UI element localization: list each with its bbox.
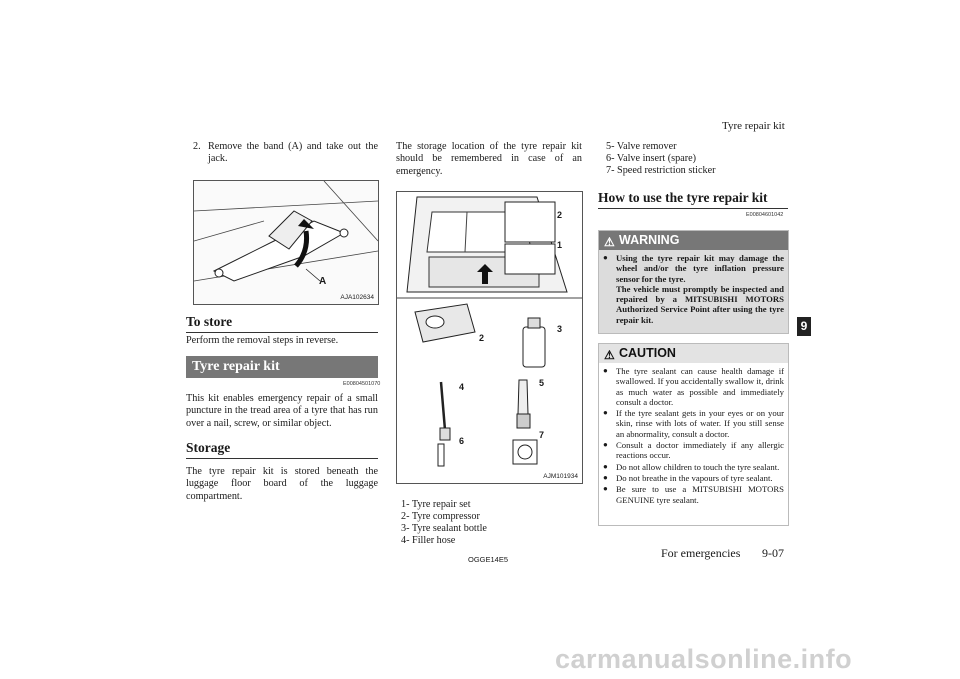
caution-item: [603, 440, 784, 461]
doc-code: OGGE14E5: [468, 555, 509, 564]
running-header: Tyre repair kit: [722, 120, 785, 132]
list-item: 7- Speed restriction sticker: [606, 165, 716, 176]
warning-box: [598, 230, 789, 334]
warning-triangle-icon: ⚠: [604, 235, 615, 249]
caution-text: Do not breathe in the vapours of tyre sealant.: [616, 472, 773, 483]
figure-code: AJM101934: [543, 473, 578, 480]
caution-text: Do not allow children to touch the tyre sealant.: [616, 461, 780, 472]
list-item: 6- Valve insert (spare): [606, 153, 697, 164]
callout-2b: 2: [479, 333, 485, 343]
step-number: 2.: [193, 141, 201, 152]
list-item: 5- Valve remover: [606, 141, 677, 152]
warning-label: WARNING: [619, 233, 680, 247]
watermark: carmanualsonline.info: [555, 644, 853, 674]
kit-banner: Tyre repair kit: [186, 356, 378, 378]
kit-parts-list-1: [401, 499, 487, 547]
jack-illustration: [193, 180, 379, 305]
caution-text: Consult a doctor immediately if any allergic reactions occur.: [616, 440, 784, 461]
kit-description: This kit enables emergency repair of a small puncture in the tread area of a tyre that has run over a nail, screw, or similar object.: [186, 393, 378, 429]
storage-heading: [186, 440, 378, 456]
step-2: [193, 141, 378, 166]
warning-text-1: Using the tyre repair kit may damage the wheel and/or the tyre inflation pressure sensor for the tyre.: [616, 253, 784, 284]
step-text: Remove the band (A) and take out the jack.: [208, 141, 378, 165]
callout-1: 1: [557, 240, 563, 250]
to-store-text: Perform the removal steps in reverse.: [186, 335, 339, 346]
caution-item: [603, 408, 784, 439]
caution-text: The tyre sealant can cause health damage if swallowed. If you accidentally swallow it, drink as much water as possible and immediately consult a doctor.: [616, 366, 784, 407]
bullet-icon: ●: [603, 253, 608, 262]
howto-heading: [598, 190, 788, 206]
kit-contents-drawing: [397, 192, 582, 483]
caution-item: [603, 473, 784, 483]
storage-text: The tyre repair kit is stored beneath the luggage floor board of the luggage compartment.: [186, 466, 378, 502]
callout-7: 7: [539, 430, 545, 440]
caution-label: CAUTION: [619, 346, 676, 360]
list-item: 3- Tyre sealant bottle: [401, 523, 487, 534]
callout-2a: 2: [557, 210, 563, 220]
callout-6: 6: [459, 436, 465, 446]
howto-title: How to use the tyre repair kit: [598, 190, 768, 205]
caution-body: [603, 366, 784, 506]
bullet-icon: ●: [603, 484, 608, 494]
bullet-icon: ●: [603, 472, 608, 482]
footer-section: For emergencies: [661, 546, 741, 560]
callout-5: 5: [539, 378, 545, 388]
caution-triangle-icon: ⚠: [604, 348, 615, 362]
figure-code: AJA102634: [340, 294, 374, 301]
caution-box: [598, 343, 789, 526]
to-store-title: To store: [186, 314, 233, 329]
caution-header: [599, 344, 788, 363]
storage-intro: The storage location of the tyre repair kit should be remembered in case of an emergency.: [396, 141, 582, 177]
warning-body: [603, 253, 784, 326]
kit-parts-list-2: [606, 141, 715, 177]
caution-item: [603, 366, 784, 407]
warning-header: [599, 231, 788, 250]
storage-title: Storage: [186, 440, 231, 455]
bullet-icon: ●: [603, 461, 608, 471]
page-number: 9-07: [762, 546, 784, 560]
bullet-icon: ●: [603, 408, 608, 418]
bullet-icon: ●: [603, 366, 608, 375]
label-a: A: [319, 276, 327, 287]
kit-contents-illustration: [396, 191, 583, 484]
warning-text-2: The vehicle must promptly be inspected and repaired by a MITSUBISHI MOTORS Authorized Service Point after using the tyre repair kit.: [616, 283, 784, 325]
kit-code: E00804501070: [343, 381, 381, 387]
caution-item: [603, 484, 784, 505]
caution-text: Be sure to use a MITSUBISHI MOTORS GENUINE tyre sealant.: [616, 484, 784, 505]
list-item: 4- Filler hose: [401, 535, 456, 546]
callout-3: 3: [557, 324, 563, 334]
list-item: 2- Tyre compressor: [401, 511, 480, 522]
callout-4: 4: [459, 382, 465, 392]
caution-text: If the tyre sealant gets in your eyes or on your skin, rinse with lots of water. If you still sense an abnormality, consult a doctor.: [616, 408, 784, 439]
caution-item: [603, 462, 784, 472]
jack-drawing: [194, 181, 378, 304]
list-item: 1- Tyre repair set: [401, 499, 471, 510]
howto-code: E00804601042: [746, 212, 784, 218]
section-tab: 9: [797, 317, 811, 336]
warning-item: [603, 253, 784, 325]
to-store-heading: [186, 314, 378, 330]
bullet-icon: ●: [603, 440, 608, 450]
